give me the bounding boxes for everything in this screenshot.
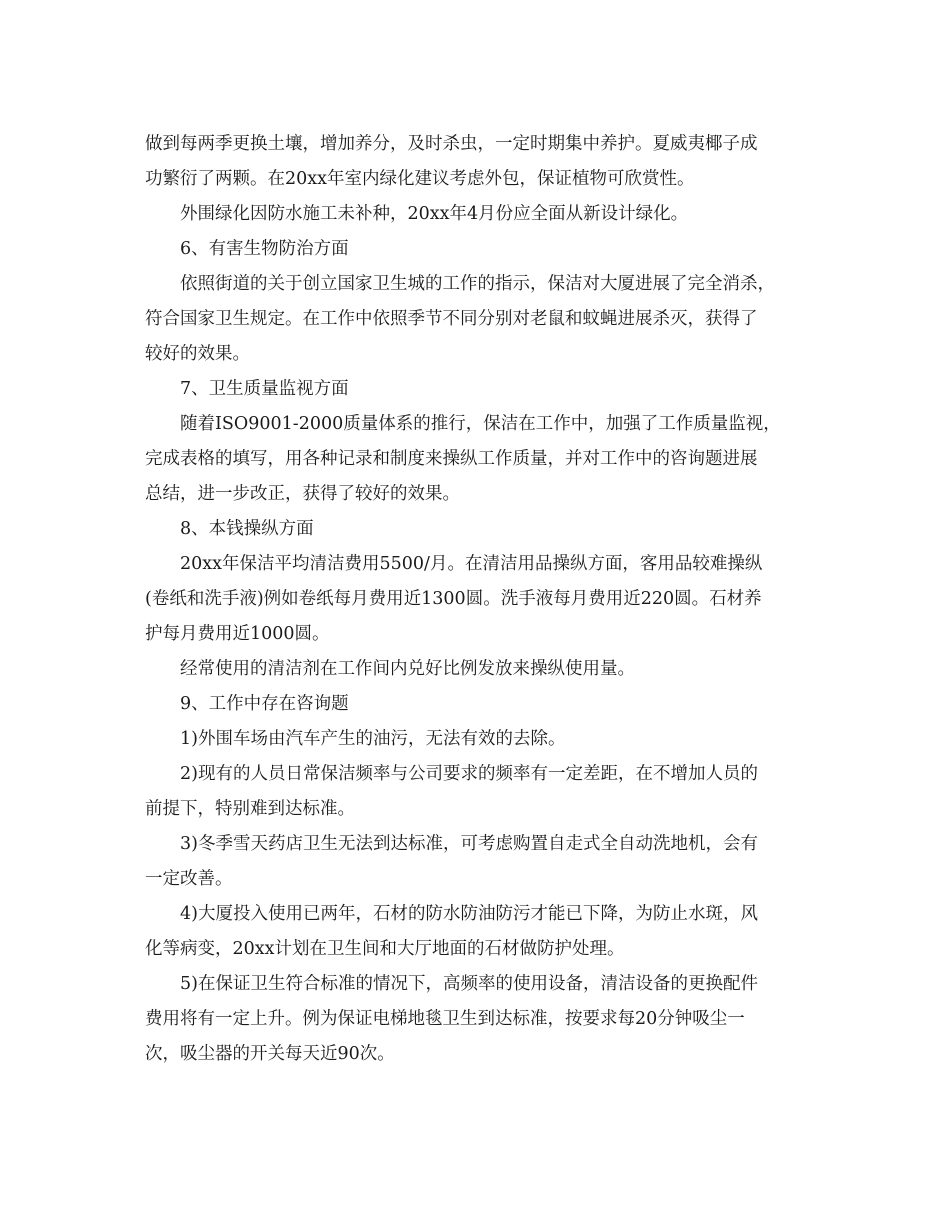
text-line: (卷纸和洗手液)例如卷纸每月费用近1300圆。洗手液每月费用近220圆。石材养 — [145, 589, 762, 609]
text-line: 1)外围车场由汽车产生的油污，无法有效的去除。 — [180, 729, 566, 749]
text-line: 符合国家卫生规定。在工作中依照季节不同分别对老鼠和蚊蝇进展杀灭，获得了 — [145, 309, 758, 329]
text-line: 经常使用的清洁剂在工作间内兑好比例发放来操纵使用量。 — [180, 659, 635, 679]
text-line: 次，吸尘器的开关每天近90次。 — [145, 1044, 395, 1064]
text-line: 护每月费用近1000圆。 — [145, 624, 330, 644]
text-line: 较好的效果。 — [145, 344, 250, 364]
text-line: 总结，进一步改正，获得了较好的效果。 — [145, 484, 460, 504]
text-line: 完成表格的填写，用各种记录和制度来操纵工作质量，并对工作中的咨询题进展 — [145, 449, 758, 469]
text-line: 2)现有的人员日常保洁频率与公司要求的频率有一定差距，在不增加人员的 — [180, 764, 758, 784]
text-line: 费用将有一定上升。例为保证电梯地毯卫生到达标准，按要求每20分钟吸尘一 — [145, 1009, 745, 1029]
text-line: 依照街道的关于创立国家卫生城的工作的指示，保洁对大厦进展了完全消杀， — [180, 274, 775, 294]
text-line: 9、工作中存在咨询题 — [180, 694, 349, 714]
text-line: 8、本钱操纵方面 — [180, 519, 314, 539]
text-line: 4)大厦投入使用已两年，石材的防水防油防污才能已下降，为防止水斑，风 — [180, 904, 758, 924]
text-line: 5)在保证卫生符合标准的情况下，高频率的使用设备，清洁设备的更换配件 — [180, 974, 758, 994]
text-line: 20xx年保洁平均清洁费用5500/月。在清洁用品操纵方面，客用品较难操纵 — [180, 554, 763, 574]
text-line: 6、有害生物防治方面 — [180, 239, 349, 259]
text-line: 7、卫生质量监视方面 — [180, 379, 349, 399]
text-line: 一定改善。 — [145, 869, 233, 889]
text-line: 随着ISO9001-2000质量体系的推行，保洁在工作中，加强了工作质量监视， — [180, 414, 781, 434]
text-line: 化等病变，20xx计划在卫生间和大厅地面的石材做防护处理。 — [145, 939, 625, 959]
document-body — [145, 127, 805, 1072]
text-line: 外围绿化因防水施工未补种，20xx年4月份应全面从新设计绿化。 — [180, 204, 689, 224]
text-line: 做到每两季更换土壤，增加养分，及时杀虫，一定时期集中养护。夏威夷椰子成 — [145, 134, 758, 154]
text-line: 前提下，特别难到达标准。 — [145, 799, 355, 819]
text-line: 3)冬季雪天药店卫生无法到达标准，可考虑购置自走式全自动洗地机，会有 — [180, 834, 758, 854]
text-line: 功繁衍了两颗。在20xx年室内绿化建议考虑外包，保证植物可欣赏性。 — [145, 169, 695, 189]
